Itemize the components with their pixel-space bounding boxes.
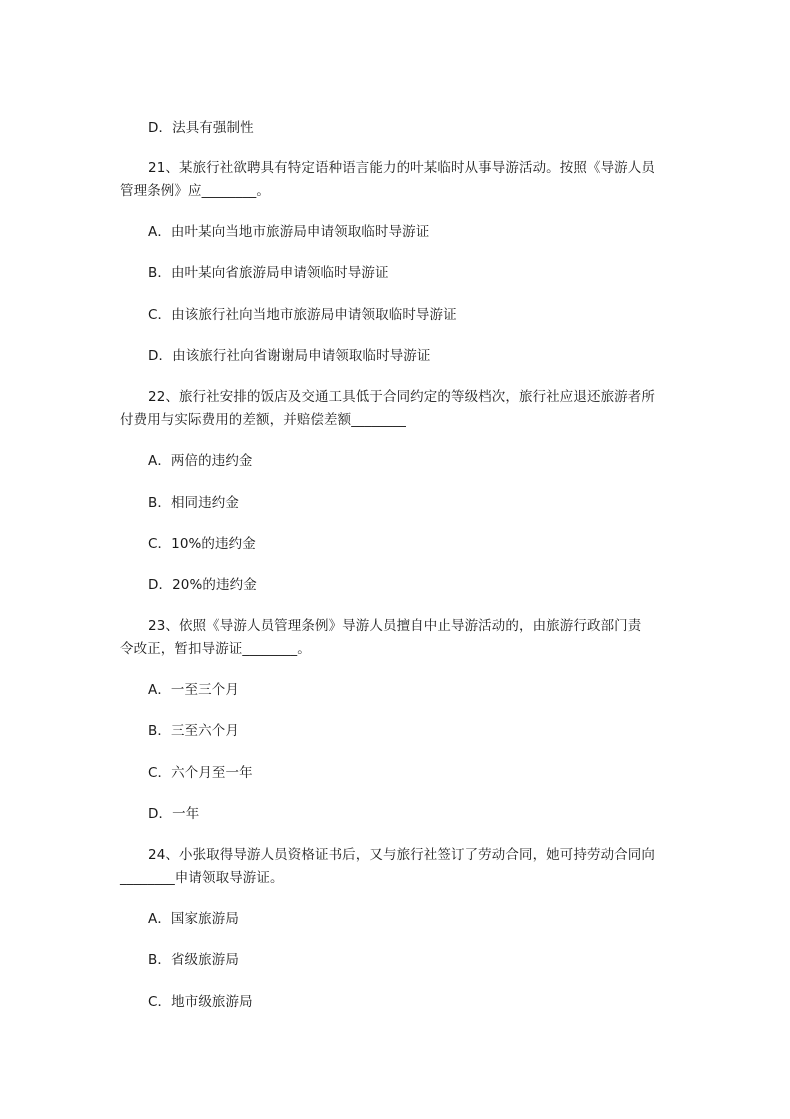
question-text: 21、某旅行社欲聘具有特定语种语言能力的叶某临时从事导游活动。按照《导游人员: [148, 160, 655, 176]
option-text: A．国家旅游局: [148, 911, 239, 927]
option-text: B．三至六个月: [148, 723, 239, 739]
option-text: B．省级旅游局: [148, 952, 239, 968]
option-text: C．由该旅行社向当地市旅游局申请领取临时导游证: [148, 307, 457, 323]
option-text: D．一年: [148, 806, 200, 822]
question-text-continued: ________申请领取导游证。: [120, 870, 284, 886]
option-text: C．六个月至一年: [148, 765, 253, 781]
question-text-continued: 管理条例》应________。: [120, 183, 270, 199]
option-text: A．由叶某向当地市旅游局申请领取临时导游证: [148, 224, 430, 240]
question-text: 23、依照《导游人员管理条例》导游人员擅自中止导游活动的，由旅游行政部门责: [148, 618, 642, 634]
option-text: D．由该旅行社向省谢谢局申请领取临时导游证: [148, 348, 431, 364]
option-text: D．法具有强制性: [148, 120, 254, 136]
option-text: D．20%的违约金: [148, 577, 257, 593]
option-text: B．由叶某向省旅游局申请领临时导游证: [148, 265, 389, 281]
question-text-continued: 付费用与实际费用的差额，并赔偿差额________: [120, 412, 406, 428]
option-text: A．一至三个月: [148, 682, 239, 698]
option-text: A．两倍的违约金: [148, 453, 253, 469]
option-text: C．地市级旅游局: [148, 994, 253, 1010]
option-text: C．10%的违约金: [148, 536, 256, 552]
question-text-continued: 令改正，暂扣导游证________。: [120, 641, 311, 657]
option-text: B．相同违约金: [148, 495, 239, 511]
question-text: 24、小张取得导游人员资格证书后，又与旅行社签订了劳动合同，她可持劳动合同向: [148, 847, 655, 863]
question-text: 22、旅行社安排的饭店及交通工具低于合同约定的等级档次，旅行社应退还旅游者所: [148, 389, 655, 405]
